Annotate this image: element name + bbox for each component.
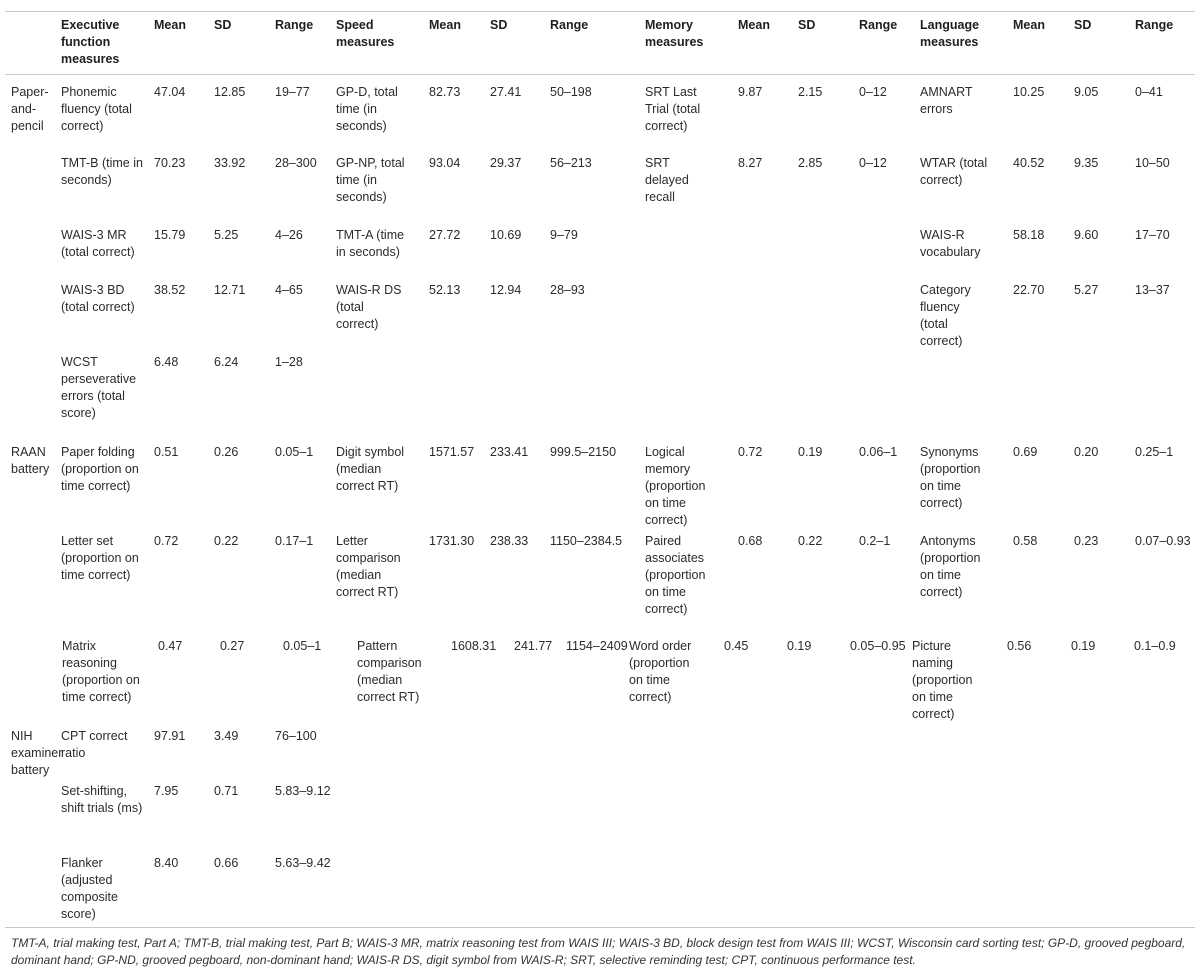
column-header-lang-range: Range [1135, 18, 1174, 32]
table-cell-sp-sd: 238.33 [490, 534, 529, 548]
table-cell-sp-mean: 1571.57 [429, 445, 475, 459]
table-cell-ef: Set-shifting, shift trials (ms) [61, 784, 143, 815]
table-cell-lang-range: 0–41 [1135, 85, 1163, 99]
table-cell-mem-mean: 0.72 [738, 445, 763, 459]
table-cell-ef: CPT correct ratio [61, 729, 128, 760]
table-cell-ef-mean: 70.23 [154, 156, 186, 170]
table-cell-sp-range: 999.5–2150 [550, 445, 617, 459]
table-cell-ef-mean: 8.40 [154, 856, 179, 870]
table-cell-ef: Paper folding (proportion on time correct) [61, 445, 139, 493]
table-cell-mem-sd: 0.19 [798, 445, 823, 459]
table-cell-ef-sd: 5.25 [214, 228, 239, 242]
table-cell-ef-sd: 6.24 [214, 355, 239, 369]
table-cell-mem: SRT delayed recall [645, 156, 689, 204]
table-cell-sp: WAIS-R DS (total correct) [336, 283, 402, 331]
table-cell-sp-sd: 27.41 [490, 85, 522, 99]
table-cell-mem-range: 0.05–0.95 [850, 639, 906, 653]
table-cell-ef-sd: 12.71 [214, 283, 246, 297]
table-cell-sp-sd: 233.41 [490, 445, 529, 459]
table-cell-ef-range: 0.17–1 [275, 534, 314, 548]
table-cell-sp-range: 50–198 [550, 85, 592, 99]
table-cell-mem: Word order (proportion on time correct) [629, 639, 692, 704]
table-cell-lang-sd: 0.23 [1074, 534, 1099, 548]
table-cell-ef-range: 76–100 [275, 729, 317, 743]
table-cell-sp-mean: 1608.31 [451, 639, 497, 653]
table-cell-sp: TMT-A (time in seconds) [336, 228, 405, 259]
table-cell-ef-sd: 12.85 [214, 85, 246, 99]
table-cell-sp-sd: 10.69 [490, 228, 522, 242]
table-cell-ef: TMT-B (time in seconds) [61, 156, 143, 187]
table-cell-lang: WTAR (total correct) [920, 156, 988, 187]
table-cell-ef-mean: 15.79 [154, 228, 186, 242]
table-cell-sp-mean: 1731.30 [429, 534, 475, 548]
column-header-lang: Language measures [920, 18, 980, 49]
column-header-ef-mean: Mean [154, 18, 186, 32]
table-cell-ef-sd: 0.27 [220, 639, 245, 653]
column-header-lang-sd: SD [1074, 18, 1092, 32]
table-cell-mem-sd: 2.15 [798, 85, 823, 99]
table-cell-ef-mean: 7.95 [154, 784, 179, 798]
table-cell-ef-range: 19–77 [275, 85, 310, 99]
table-cell-lang: Category fluency (total correct) [920, 283, 971, 348]
table-cell-lang-sd: 5.27 [1074, 283, 1099, 297]
table-cell-ef: Phonemic fluency (total correct) [61, 85, 132, 133]
table-cell-mem: Paired associates (proportion on time correct) [645, 534, 706, 616]
table-cell-lang-range: 0.1–0.9 [1134, 639, 1176, 653]
table-cell-sp-mean: 52.13 [429, 283, 461, 297]
table-cell-mem-mean: 0.45 [724, 639, 749, 653]
table-cell-sp-mean: 93.04 [429, 156, 461, 170]
table-cell-lang-mean: 22.70 [1013, 283, 1045, 297]
table-cell-lang: Synonyms (proportion on time correct) [920, 445, 981, 510]
table-cell-sp: GP-NP, total time (in seconds) [336, 156, 405, 204]
table-cell-ef-mean: 6.48 [154, 355, 179, 369]
table-cell-ef-sd: 3.49 [214, 729, 239, 743]
table-cell-sp-mean: 27.72 [429, 228, 461, 242]
table-cell-lang-sd: 0.20 [1074, 445, 1099, 459]
table-cell-mem: Logical memory (proportion on time correct) [645, 445, 706, 527]
group-label: RAAN battery [11, 445, 50, 476]
table-cell-lang-range: 13–37 [1135, 283, 1170, 297]
table-cell-ef: WAIS-3 MR (total correct) [61, 228, 135, 259]
table-cell-ef-range: 28–300 [275, 156, 317, 170]
table-cell-ef: Matrix reasoning (proportion on time correct) [62, 639, 140, 704]
column-header-mem: Memory measures [645, 18, 704, 49]
table-cell-sp-range: 9–79 [550, 228, 578, 242]
table-cell-lang-mean: 0.58 [1013, 534, 1038, 548]
table-cell-lang-sd: 9.60 [1074, 228, 1099, 242]
table-cell-lang-range: 17–70 [1135, 228, 1170, 242]
table-cell-sp-range: 1154–2409 [566, 639, 628, 653]
column-header-mem-mean: Mean [738, 18, 770, 32]
table-cell-mem-sd: 0.22 [798, 534, 823, 548]
table-cell-sp: Letter comparison (median correct RT) [336, 534, 401, 599]
table-cell-sp-range: 1150–2384.5 [550, 534, 623, 548]
column-header-sp-mean: Mean [429, 18, 461, 32]
table-cell-ef: WCST perseverative errors (total score) [61, 355, 137, 420]
table-cell-sp-sd: 241.77 [514, 639, 553, 653]
table-cell-lang: WAIS-R vocabulary [920, 228, 981, 259]
table-cell-lang-sd: 9.05 [1074, 85, 1099, 99]
table-cell-sp: GP-D, total time (in seconds) [336, 85, 398, 133]
column-header-sp-range: Range [550, 18, 589, 32]
table-cell-ef-range: 4–65 [275, 283, 303, 297]
table-footnote: TMT-A, trial making test, Part A; TMT-B, trial making test, Part B; WAIS-3 MR, matrix reasoning test from WAIS III; WAIS-3 BD, block design test from WAIS III; WCST, Wisconsin card sorting test; GP-D, grooved pegboard, dominant hand; GP-ND, grooved pegboard, non-dominant hand; WAIS-R DS, digit symbol from WAIS-R; SRT, selective reminding test; CPT, continuous performance test. [11, 936, 1186, 967]
table-cell-lang-range: 10–50 [1135, 156, 1170, 170]
table-cell-ef-mean: 97.91 [154, 729, 186, 743]
column-header-sp-sd: SD [490, 18, 508, 32]
table-cell-mem-range: 0.06–1 [859, 445, 898, 459]
table-cell-ef-range: 5.83–9.12 [275, 784, 331, 798]
table-cell-lang-range: 0.07–0.93 [1135, 534, 1191, 548]
table-bottom-rule [5, 927, 1195, 928]
table-cell-mem-range: 0–12 [859, 85, 887, 99]
group-label: NIH examiner battery [11, 729, 63, 777]
table-cell-sp-mean: 82.73 [429, 85, 461, 99]
table-cell-lang-mean: 58.18 [1013, 228, 1045, 242]
column-header-mem-range: Range [859, 18, 898, 32]
group-label: Paper-and-pencil [11, 85, 49, 133]
table-cell-lang: AMNART errors [920, 85, 973, 116]
table-cell-ef-mean: 0.51 [154, 445, 179, 459]
column-header-ef: Executive function measures [61, 18, 120, 66]
table-cell-ef-sd: 0.66 [214, 856, 239, 870]
table-cell-mem-sd: 2.85 [798, 156, 823, 170]
table-cell-ef: Flanker (adjusted composite score) [61, 856, 118, 921]
table-cell-lang-mean: 0.56 [1007, 639, 1032, 653]
table-cell-sp-sd: 29.37 [490, 156, 522, 170]
table-cell-ef-range: 4–26 [275, 228, 303, 242]
table-cell-lang-mean: 10.25 [1013, 85, 1045, 99]
table-cell-mem: SRT Last Trial (total correct) [645, 85, 701, 133]
column-header-mem-sd: SD [798, 18, 816, 32]
table-cell-sp: Pattern comparison (median correct RT) [357, 639, 422, 704]
table-cell-ef-mean: 0.72 [154, 534, 179, 548]
table-cell-ef: Letter set (proportion on time correct) [61, 534, 139, 582]
table-cell-ef-sd: 0.26 [214, 445, 239, 459]
table-cell-mem-mean: 0.68 [738, 534, 763, 548]
table-cell-ef-range: 0.05–1 [275, 445, 314, 459]
column-header-ef-sd: SD [214, 18, 232, 32]
table-cell-ef-sd: 0.71 [214, 784, 239, 798]
table-cell-sp-range: 28–93 [550, 283, 585, 297]
table-cell-sp-range: 56–213 [550, 156, 592, 170]
table-cell-ef-range: 5.63–9.42 [275, 856, 331, 870]
table-cell-ef: WAIS-3 BD (total correct) [61, 283, 135, 314]
column-header-ef-range: Range [275, 18, 314, 32]
table-cell-ef-sd: 33.92 [214, 156, 246, 170]
table-cell-lang-sd: 9.35 [1074, 156, 1099, 170]
table-cell-ef-mean: 38.52 [154, 283, 186, 297]
table-cell-lang-mean: 40.52 [1013, 156, 1045, 170]
table-cell-lang: Antonyms (proportion on time correct) [920, 534, 981, 599]
table-cell-mem-range: 0–12 [859, 156, 887, 170]
table-cell-ef-range: 1–28 [275, 355, 303, 369]
table-cell-ef-mean: 47.04 [154, 85, 186, 99]
table-cell-lang: Picture naming (proportion on time correct) [912, 639, 973, 721]
table-cell-mem-range: 0.2–1 [859, 534, 891, 548]
column-header-lang-mean: Mean [1013, 18, 1045, 32]
table-cell-lang-sd: 0.19 [1071, 639, 1096, 653]
table-cell-ef-mean: 0.47 [158, 639, 183, 653]
table-cell-ef-range: 0.05–1 [283, 639, 322, 653]
table-cell-lang-range: 0.25–1 [1135, 445, 1174, 459]
table-cell-mem-mean: 9.87 [738, 85, 763, 99]
table-cell-mem-mean: 8.27 [738, 156, 763, 170]
column-header-sp: Speed measures [336, 18, 395, 49]
table-cell-sp-sd: 12.94 [490, 283, 522, 297]
table-cell-ef-sd: 0.22 [214, 534, 239, 548]
header-rule [5, 74, 1195, 75]
table-cell-lang-mean: 0.69 [1013, 445, 1038, 459]
table-cell-mem-sd: 0.19 [787, 639, 812, 653]
table-cell-sp: Digit symbol (median correct RT) [336, 445, 405, 493]
